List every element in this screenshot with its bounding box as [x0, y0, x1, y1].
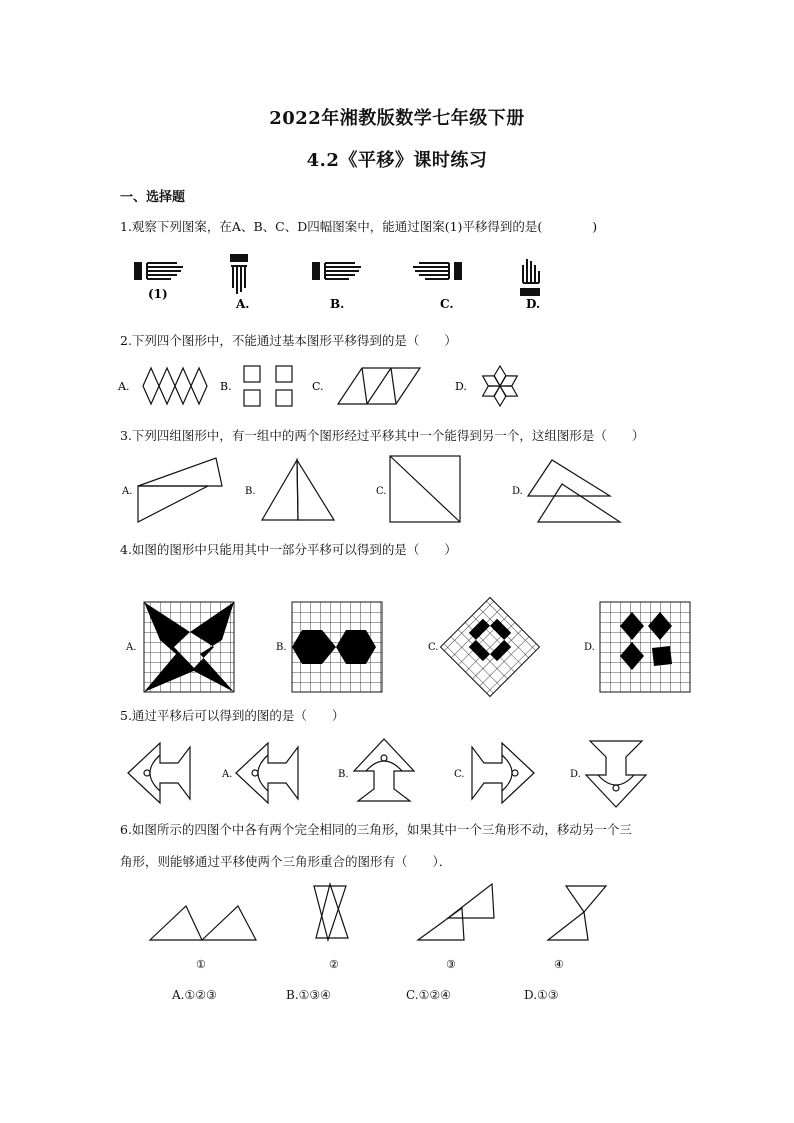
q4-label-b: B. — [276, 642, 287, 653]
q4-label-d: D. — [584, 642, 595, 653]
page-subtitle: 4.2《平移》课时练习 — [306, 150, 488, 171]
q4-label-a: A. — [126, 642, 137, 653]
fish-figure-b — [354, 739, 414, 801]
hand-figure-c — [413, 263, 461, 279]
question-3-figures — [0, 452, 794, 532]
triangle-figure-2 — [314, 884, 348, 940]
question-5-figures — [0, 733, 794, 813]
q6-option-b[interactable]: B.①③④ — [286, 988, 331, 1002]
question-5-text: 5.通过平移后可以得到的图的是（ ） — [120, 708, 345, 723]
q1-label-c: C. — [440, 297, 454, 311]
hand-figure-b — [313, 263, 361, 279]
grid-figure-d — [600, 602, 690, 692]
question-4-figures — [0, 592, 794, 702]
q2-label-b: B. — [220, 380, 232, 393]
q6-option-c[interactable]: C.①②④ — [406, 988, 451, 1002]
q2-label-c: C. — [312, 380, 324, 393]
triangle-figure-3 — [418, 884, 494, 940]
parallelogram-triangles-figure — [338, 368, 420, 404]
hand-figure-a — [231, 255, 247, 294]
question-6-text-line2: 角形，则能够通过平移使两个三角形重合的图形有（ ）． — [120, 854, 452, 869]
page-title: 2022年湘教版数学七年级下册 — [269, 108, 525, 129]
question-3-text: 3.下列四组图形中，有一组中的两个图形经过平移其中一个能得到另一个，这组图形是（ ） — [120, 428, 645, 443]
rhombus-star-figure — [480, 366, 521, 406]
triangle-pair-b — [262, 460, 334, 520]
q6-option-a[interactable]: A.①②③ — [172, 988, 217, 1002]
q1-label-1: (1) — [148, 287, 168, 301]
triangle-pair-a — [138, 458, 222, 522]
q2-label-a: A. — [118, 380, 130, 393]
q1-label-a: A. — [236, 297, 250, 311]
q3-label-d: D. — [512, 486, 523, 497]
q5-label-d: D. — [570, 769, 581, 780]
grid-figure-b — [292, 602, 382, 692]
q2-label-d: D. — [455, 380, 467, 393]
triangle-pair-d — [528, 460, 620, 522]
question-2-figures — [0, 358, 794, 418]
section-heading: 一、选择题 — [120, 190, 186, 205]
triangle-figure-1 — [150, 906, 256, 940]
question-1-figures — [0, 245, 794, 315]
fish-figure-original — [128, 743, 190, 803]
q3-label-b: B. — [245, 486, 256, 497]
q6-figure-label-3: ③ — [446, 958, 456, 971]
q4-label-c: C. — [428, 642, 439, 653]
fish-figure-c — [472, 743, 534, 803]
q6-figure-label-1: ① — [196, 958, 206, 971]
triangle-figure-4 — [548, 886, 606, 940]
question-4-text: 4.如图的图形中只能用其中一部分平移可以得到的是（ ） — [120, 542, 457, 557]
q5-label-b: B. — [338, 769, 349, 780]
q6-figure-label-4: ④ — [554, 958, 564, 971]
q6-option-d[interactable]: D.①③ — [524, 988, 559, 1002]
q1-label-d: D. — [526, 297, 541, 311]
q5-label-a: A. — [222, 769, 233, 780]
q5-label-c: C. — [454, 769, 465, 780]
q3-label-c: C. — [376, 486, 387, 497]
triangle-pair-c — [390, 456, 460, 522]
square-grid-figure — [244, 366, 292, 406]
grid-figure-a — [144, 602, 234, 692]
fish-figure-a — [236, 743, 298, 803]
question-2-text: 2.下列四个图形中，不能通过基本图形平移得到的是（ ） — [120, 333, 457, 348]
hand-figure-original — [135, 263, 183, 279]
question-6-figures — [0, 878, 794, 978]
q1-label-b: B. — [330, 297, 345, 311]
q6-figure-label-2: ② — [329, 958, 339, 971]
diamond-row-figure — [143, 368, 207, 404]
question-6-text-line1: 6.如图所示的四图个中各有两个完全相同的三角形，如果其中一个三角形不动，移动另一个三 — [120, 822, 632, 837]
q3-label-a: A. — [122, 486, 133, 497]
fish-figure-d — [586, 741, 646, 807]
hand-figure-d — [521, 259, 539, 295]
grid-figure-c — [441, 598, 540, 697]
question-1-text: 1.观察下列图案，在A、B、C、D四幅图案中，能通过图案(1)平移得到的是( ) — [120, 219, 598, 234]
